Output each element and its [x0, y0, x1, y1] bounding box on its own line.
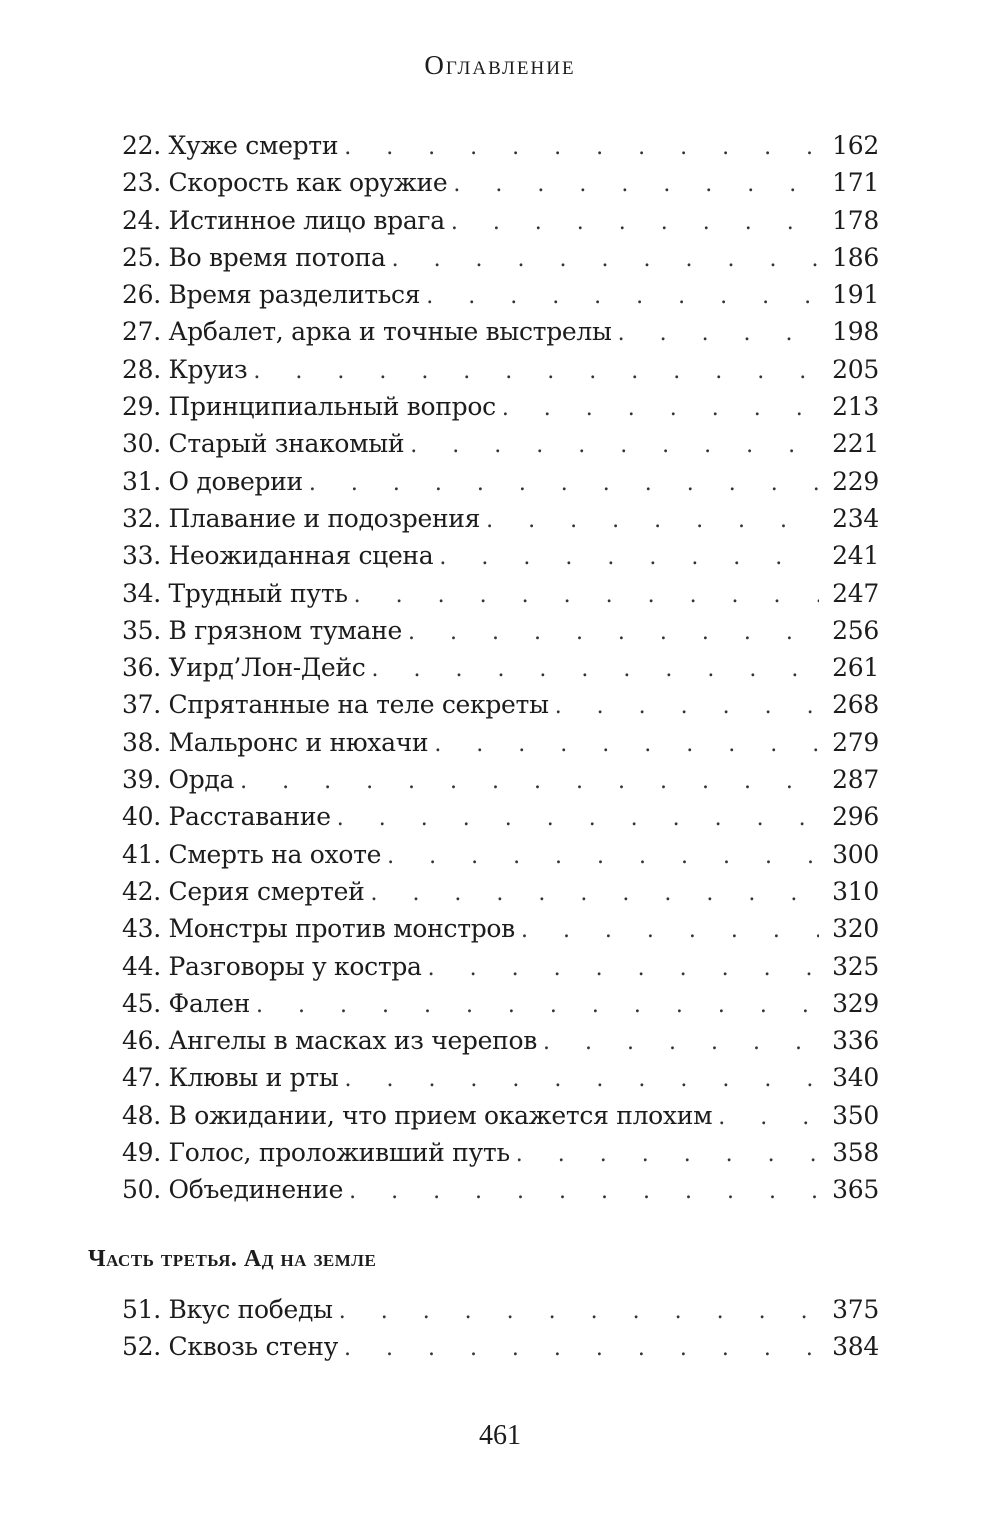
- toc-entry-page: 279: [832, 727, 879, 757]
- toc-entry-page: 336: [832, 1026, 879, 1056]
- toc-entry: [122, 1134, 879, 1171]
- toc-entry-page: 358: [832, 1138, 879, 1168]
- dot-leader: [410, 427, 819, 464]
- toc-entry-title: 24. Истинное лицо врага: [122, 205, 445, 235]
- toc-entry: [122, 313, 879, 350]
- toc-entry-title: 29. Принципиальный вопрос: [122, 392, 496, 422]
- toc-entry-page: 268: [832, 690, 879, 720]
- toc-entry: [122, 612, 879, 649]
- toc-entry: [122, 425, 879, 462]
- toc-entry-page: 384: [832, 1332, 879, 1362]
- dot-leader: [543, 1024, 819, 1061]
- toc-entry-page: 178: [832, 205, 879, 235]
- toc-entry: [122, 948, 879, 985]
- page-number: 461: [479, 1420, 521, 1451]
- toc-entry: [122, 537, 879, 574]
- toc-entry-title: 42. Серия смертей: [122, 876, 365, 906]
- toc-entry-title: 32. Плавание и подозрения: [122, 503, 481, 533]
- dot-leader: [253, 353, 819, 390]
- toc-entry-title: 41. Смерть на охоте: [122, 839, 382, 869]
- toc-entry: [122, 351, 879, 388]
- toc-entry: [122, 724, 879, 761]
- toc-entry-title: 34. Трудный путь: [122, 578, 348, 608]
- dot-leader: [618, 315, 819, 352]
- dot-leader: [555, 688, 819, 725]
- toc-entry: [122, 239, 879, 276]
- dot-leader: [439, 539, 819, 576]
- toc-entry-title: 31. О доверии: [122, 466, 303, 496]
- table-of-contents: [122, 127, 879, 1209]
- dot-leader: [434, 726, 819, 763]
- toc-entry-page: 186: [832, 242, 879, 272]
- dot-leader: [387, 838, 819, 875]
- toc-entry: [122, 127, 879, 164]
- toc-entry-title: 37. Спрятанные на теле секреты: [122, 690, 549, 720]
- part-heading: Часть третья. Ад на земле: [88, 1246, 377, 1272]
- toc-entry: [122, 1291, 879, 1328]
- toc-entry-page: 241: [832, 541, 879, 571]
- toc-entry-title: 23. Скорость как оружие: [122, 168, 448, 198]
- toc-entry: [122, 164, 879, 201]
- toc-entry: [122, 1022, 879, 1059]
- dot-leader: [349, 1173, 819, 1210]
- toc-entry-title: 47. Клювы и рты: [122, 1063, 339, 1093]
- toc-entry-page: 325: [832, 951, 879, 981]
- dot-leader: [718, 1099, 819, 1136]
- toc-entry-title: 35. В грязном тумане: [122, 615, 402, 645]
- toc-entry-title: 25. Во время потопа: [122, 242, 386, 272]
- toc-entry-page: 365: [832, 1175, 879, 1205]
- toc-entry-title: 49. Голос, проложивший путь: [122, 1138, 510, 1168]
- toc-entry: [122, 500, 879, 537]
- dot-leader: [486, 502, 819, 539]
- toc-entry-page: 320: [832, 914, 879, 944]
- toc-entry-page: 191: [832, 280, 879, 310]
- dot-leader: [392, 241, 819, 278]
- dot-leader: [309, 465, 819, 502]
- toc-entry: [122, 985, 879, 1022]
- toc-entry-title: 30. Старый знакомый: [122, 429, 405, 459]
- dot-leader: [256, 987, 819, 1024]
- dot-leader: [453, 166, 819, 203]
- toc-entry: [122, 202, 879, 239]
- toc-entry: [122, 276, 879, 313]
- toc-entry-title: 36. Уирд’Лон-Дейс: [122, 653, 366, 683]
- dot-leader: [370, 875, 819, 912]
- toc-entry: [122, 463, 879, 500]
- toc-entry-page: 221: [832, 429, 879, 459]
- toc-entry-page: 256: [832, 615, 879, 645]
- toc-entry-page: 300: [832, 839, 879, 869]
- toc-entry: [122, 649, 879, 686]
- toc-entry: [122, 836, 879, 873]
- toc-entry: [122, 1097, 879, 1134]
- toc-entry-page: 171: [832, 168, 879, 198]
- dot-leader: [344, 1330, 819, 1367]
- toc-entry: [122, 1059, 879, 1096]
- dot-leader: [354, 577, 819, 614]
- dot-leader: [426, 278, 819, 315]
- toc-entry-title: 33. Неожиданная сцена: [122, 541, 434, 571]
- toc-entry-title: 50. Объединение: [122, 1175, 344, 1205]
- toc-entry-title: 38. Мальронс и нюхачи: [122, 727, 429, 757]
- toc-entry-page: 229: [832, 466, 879, 496]
- toc-entry: [122, 1171, 879, 1208]
- page-title: Оглавление: [424, 50, 576, 80]
- toc-entry-page: 329: [832, 988, 879, 1018]
- toc-entry-page: 247: [832, 578, 879, 608]
- toc-entry-title: 22. Хуже смерти: [122, 131, 339, 160]
- toc-entry-title: 51. Вкус победы: [122, 1295, 333, 1324]
- dot-leader: [339, 1293, 819, 1330]
- toc-entry-page: 198: [832, 317, 879, 347]
- dot-leader: [428, 950, 819, 987]
- toc-entry-title: 43. Монстры против монстров: [122, 914, 515, 944]
- toc-entry-page: 350: [832, 1100, 879, 1130]
- dot-leader: [344, 1061, 819, 1098]
- toc-entry-page: 375: [832, 1295, 879, 1324]
- toc-entry-page: 261: [832, 653, 879, 683]
- toc-entry-title: 52. Сквозь стену: [122, 1332, 338, 1362]
- toc-entry-page: 234: [832, 503, 879, 533]
- toc-entry-page: 287: [832, 765, 879, 795]
- dot-leader: [337, 800, 819, 837]
- dot-leader: [451, 204, 819, 241]
- dot-leader: [240, 763, 819, 800]
- dot-leader: [502, 390, 819, 427]
- toc-entry-title: 44. Разговоры у костра: [122, 951, 422, 981]
- toc-entry-page: 205: [832, 354, 879, 384]
- toc-entry: [122, 910, 879, 947]
- toc-entry-page: 162: [832, 131, 879, 160]
- toc-entry: [122, 761, 879, 798]
- toc-entry-page: 213: [832, 392, 879, 422]
- dot-leader: [516, 1136, 819, 1173]
- toc-entry-title: 40. Расставание: [122, 802, 331, 832]
- toc-entry: [122, 798, 879, 835]
- dot-leader: [521, 912, 819, 949]
- toc-entry-title: 39. Орда: [122, 765, 235, 795]
- toc-entry-title: 45. Фален: [122, 988, 251, 1018]
- toc-entry-title: 46. Ангелы в масках из черепов: [122, 1026, 538, 1056]
- toc-entry: [122, 686, 879, 723]
- toc-entry-title: 26. Время разделиться: [122, 280, 421, 310]
- toc-entry-page: 310: [832, 876, 879, 906]
- toc-entry: [122, 575, 879, 612]
- toc-entry: [122, 1328, 879, 1365]
- toc-entry-page: 340: [832, 1063, 879, 1093]
- dot-leader: [344, 129, 819, 166]
- toc-entry: [122, 873, 879, 910]
- dot-leader: [408, 614, 819, 651]
- dot-leader: [371, 651, 819, 688]
- table-of-contents-part-three: [122, 1291, 879, 1366]
- toc-entry-page: 296: [832, 802, 879, 832]
- toc-entry-title: 28. Круиз: [122, 354, 248, 384]
- toc-entry-title: 27. Арбалет, арка и точные выстрелы: [122, 317, 612, 347]
- toc-entry-title: 48. В ожидании, что прием окажется плохим: [122, 1100, 713, 1130]
- toc-entry: [122, 388, 879, 425]
